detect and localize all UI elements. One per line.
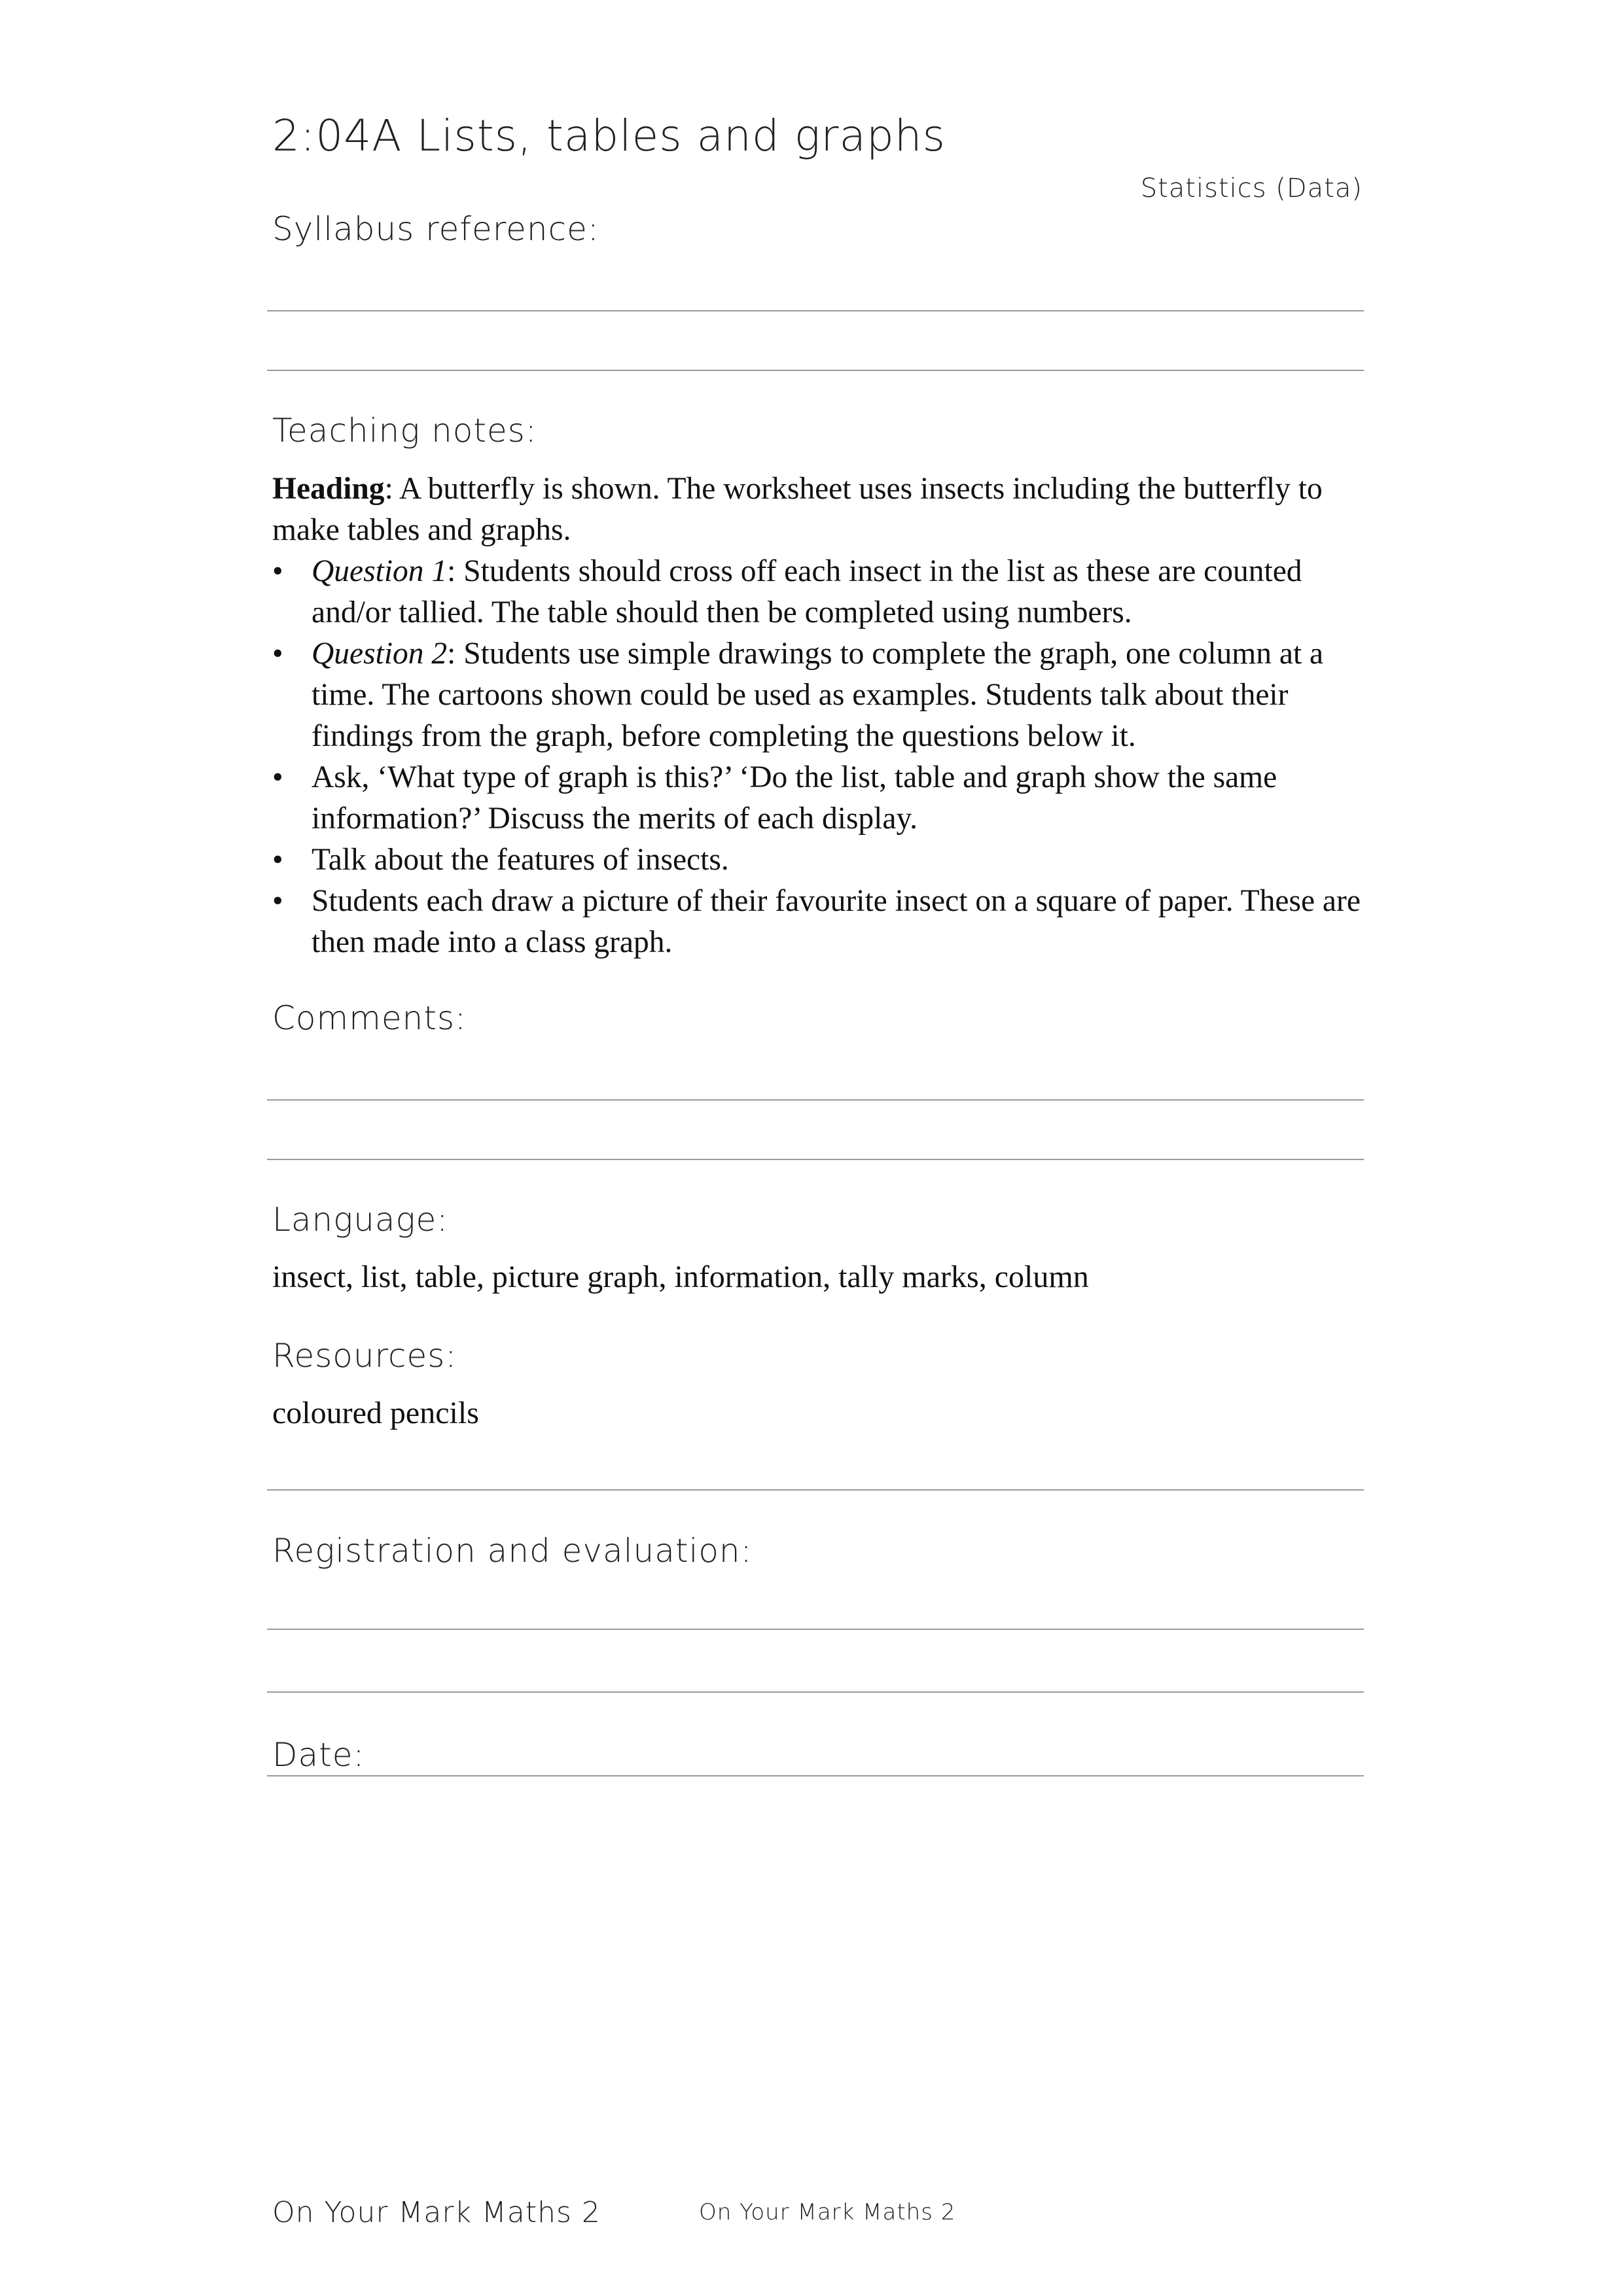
note-text: : Students should cross off each insect in the list as these are counted and/or tallied. The table should then be completed using numbers. bbox=[312, 554, 1302, 629]
resources-label: Resources: bbox=[272, 1337, 457, 1375]
registration-line-1 bbox=[267, 1629, 1364, 1630]
heading-note bbox=[272, 468, 1372, 551]
comments-line-1 bbox=[267, 1099, 1364, 1101]
list-item bbox=[272, 633, 1372, 757]
page-title: 2:04A Lists, tables and graphs bbox=[272, 111, 946, 161]
syllabus-label: Syllabus reference: bbox=[272, 210, 599, 248]
bullet-icon: • bbox=[272, 554, 283, 588]
list-item bbox=[272, 881, 1372, 963]
resources-line bbox=[267, 1489, 1364, 1491]
list-item bbox=[272, 839, 1372, 881]
heading-text: : A butterfly is shown. The worksheet uses insects including the butterfly to make tables and graphs. bbox=[272, 472, 1323, 547]
footer-book-title-small: On Your Mark Maths 2 bbox=[699, 2199, 956, 2225]
note-text: Talk about the features of insects. bbox=[312, 843, 729, 877]
date-label: Date: bbox=[272, 1736, 365, 1774]
question-2-term: Question 2 bbox=[312, 637, 448, 671]
teaching-notes-body bbox=[272, 468, 1372, 963]
teaching-notes-label: Teaching notes: bbox=[272, 412, 537, 450]
list-item bbox=[272, 551, 1372, 633]
registration-line-2 bbox=[267, 1691, 1364, 1693]
note-text: Ask, ‘What type of graph is this?’ ‘Do the list, table and graph show the same information?’ Discuss the merits of each display. bbox=[312, 760, 1277, 836]
bullet-icon: • bbox=[272, 843, 283, 877]
syllabus-line-1 bbox=[267, 310, 1364, 311]
date-line bbox=[267, 1775, 1364, 1776]
language-text: insect, list, table, picture graph, information, tally marks, column bbox=[272, 1260, 1089, 1294]
note-text: Students each draw a picture of their favourite insect on a square of paper. These are then made into a class graph. bbox=[312, 884, 1361, 959]
question-1-term: Question 1 bbox=[312, 554, 448, 588]
comments-label: Comments: bbox=[272, 999, 467, 1037]
heading-term: Heading bbox=[272, 472, 385, 506]
note-text: : Students use simple drawings to complete the graph, one column at a time. The cartoons shown could be used as examples. Students talk about their findings from the graph, before completing the questions below it. bbox=[312, 637, 1324, 753]
list-item bbox=[272, 757, 1372, 839]
bullet-icon: • bbox=[272, 637, 283, 671]
bullet-icon: • bbox=[272, 760, 283, 794]
syllabus-line-2 bbox=[267, 370, 1364, 371]
notes-list bbox=[272, 551, 1372, 963]
bullet-icon: • bbox=[272, 884, 283, 918]
comments-line-2 bbox=[267, 1159, 1364, 1160]
subject-label: Statistics (Data) bbox=[1140, 173, 1363, 203]
resources-text: coloured pencils bbox=[272, 1396, 479, 1430]
language-label: Language: bbox=[272, 1201, 449, 1239]
footer-book-title: On Your Mark Maths 2 bbox=[272, 2196, 601, 2229]
registration-label: Registration and evaluation: bbox=[272, 1532, 753, 1570]
